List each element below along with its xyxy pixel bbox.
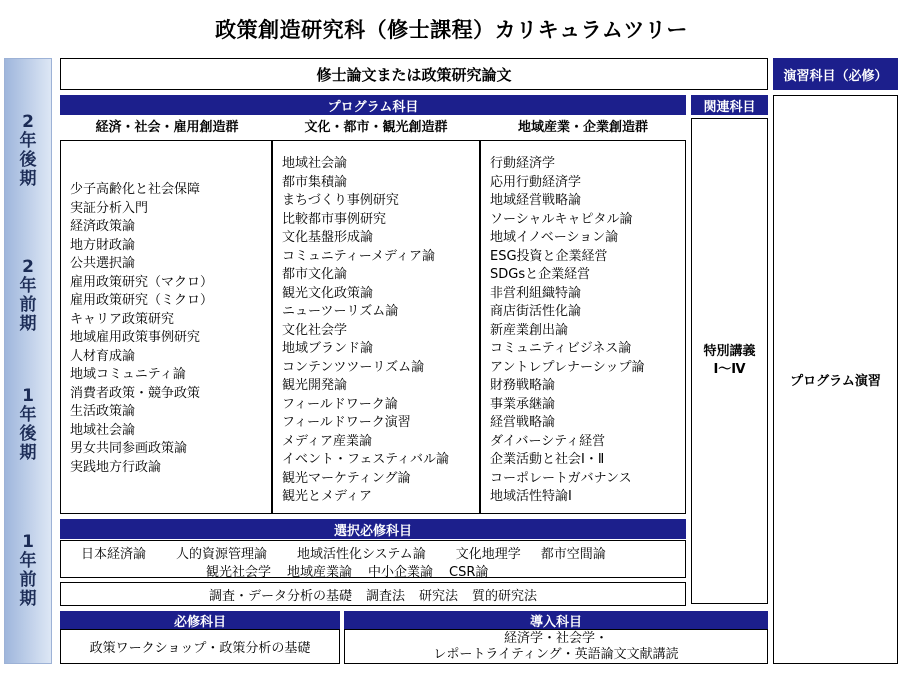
course-item: 雇用政策研究（ミクロ）	[70, 293, 214, 308]
course-item: 非営利組織特論	[490, 285, 582, 301]
course-item: イベント・フェスティバル論	[282, 452, 450, 467]
course-item: 消費者政策・競争政策	[70, 385, 201, 401]
course-item: 観光文化政策論	[282, 285, 374, 301]
related-box	[691, 118, 768, 604]
year-label-1st-first-half: 1 年 前 期	[19, 532, 37, 609]
course-item: 地域経営戦略論	[490, 193, 582, 208]
course-item: 地方財政論	[70, 237, 136, 253]
course-item: 企業活動と社会Ⅰ・Ⅱ	[490, 452, 605, 467]
elective-row-1	[81, 543, 681, 562]
course-item: SDGsと企業経営	[490, 267, 591, 282]
course-item: 経営戦略論	[490, 415, 556, 430]
elective-item: 中小企業論	[368, 565, 434, 580]
course-item: 経済政策論	[70, 219, 136, 234]
course-item: 地域ブランド論	[282, 341, 374, 356]
related-line1: 特別講義	[703, 344, 756, 359]
elective-item: CSR論	[449, 565, 489, 580]
page-title: 政策創造研究科（修士課程）カリキュラムツリー	[215, 18, 688, 42]
elective-item: 都市空間論	[540, 547, 606, 562]
course-item: 比較都市事例研究	[282, 211, 387, 227]
course-item: 行動経済学	[490, 156, 556, 171]
required-box: 政策ワークショップ・政策分析の基礎	[60, 629, 340, 664]
course-item: 事業承継論	[490, 396, 556, 412]
course-item: 文化基盤形成論	[282, 230, 374, 245]
elective-item: 観光社会学	[206, 565, 272, 580]
course-item: 地域活性特論Ⅰ	[490, 489, 572, 504]
elective-item: 文化地理学	[455, 547, 521, 562]
elective-item: 地域活性化システム論	[297, 547, 426, 562]
course-item: ダイバーシティ経営	[490, 433, 606, 449]
course-item: ESG投資と企業経営	[490, 248, 608, 264]
research-methods-box	[60, 582, 686, 606]
year-label-2nd-first-half: 2 年 前 期	[19, 257, 37, 334]
research-method-item: 調査・データ分析の基礎	[208, 588, 352, 604]
course-item: フィールドワーク論	[282, 396, 398, 412]
course-item: 人材育成論	[70, 348, 136, 364]
course-item: 財務戦略論	[490, 378, 556, 393]
column-header-culture: 文化・都市・観光創造群	[304, 120, 448, 135]
course-item: コーポレートガバナンス	[490, 470, 632, 486]
course-item: ソーシャルキャピタル論	[490, 211, 633, 227]
course-item: 実践地方行政論	[70, 459, 162, 475]
intro-box	[344, 629, 768, 664]
elective-item: 人的資源管理論	[176, 547, 268, 562]
course-item: 公共選択論	[70, 256, 136, 271]
course-item: 地域コミュニティ論	[70, 367, 186, 382]
research-method-item: 調査法	[365, 588, 405, 604]
course-item: 生活政策論	[70, 404, 136, 419]
course-item: 雇用政策研究（マクロ）	[70, 274, 214, 290]
program-header: プログラム科目	[60, 95, 686, 115]
course-item: 地域雇用政策事例研究	[70, 330, 201, 345]
course-item: まちづくり事例研究	[282, 193, 399, 208]
course-item: コミュニティビジネス論	[490, 341, 632, 356]
course-item: 応用行動経済学	[490, 174, 582, 190]
course-item: 都市集積論	[282, 174, 348, 190]
course-item: フィールドワーク演習	[282, 415, 411, 430]
course-item: 男女共同参画政策論	[70, 441, 188, 456]
intro-line2: レポートライティング・英語論文文献講読	[433, 646, 679, 662]
intro-line1: 経済学・社会学・	[503, 630, 608, 646]
required-header: 必修科目	[60, 611, 340, 629]
practice-box: プログラム演習	[773, 95, 898, 664]
course-item: 少子高齢化と社会保障	[70, 182, 201, 197]
course-item: 都市文化論	[282, 267, 348, 282]
column-industry	[480, 140, 686, 514]
column-header-industry: 地域産業・企業創造群	[517, 120, 648, 135]
elective-required-box	[60, 540, 686, 578]
thesis-box: 修士論文または政策研究論文	[60, 58, 768, 90]
elective-required-header: 選択必修科目	[60, 519, 686, 539]
course-item: 地域社会論	[282, 156, 348, 171]
elective-item: 日本経済論	[81, 547, 147, 562]
practice-header: 演習科目（必修）	[773, 58, 898, 90]
related-header: 関連科目	[691, 95, 768, 115]
course-item: 商店街活性化論	[490, 304, 582, 319]
column-culture	[272, 140, 480, 514]
course-item: キャリア政策研究	[70, 311, 175, 327]
course-item: 観光マーケティング論	[282, 470, 411, 486]
course-item: 新産業創出論	[490, 322, 569, 338]
course-item: 実証分析入門	[70, 200, 149, 216]
course-item: コミュニティーメディア論	[282, 248, 436, 264]
course-item: ニューツーリズム論	[282, 304, 399, 319]
research-method-item: 研究法	[419, 588, 459, 604]
course-item: 地域イノベーション論	[490, 230, 619, 245]
course-item: 観光とメディア	[282, 489, 372, 504]
course-item: アントレプレナーシップ論	[490, 359, 645, 375]
research-method-item: 質的研究法	[472, 588, 538, 604]
course-item: メディア産業論	[282, 433, 372, 449]
course-item: コンテンツツーリズム論	[282, 359, 425, 375]
course-item: 文化社会学	[282, 322, 348, 338]
year-label-2nd-second-half: 2 年 後 期	[19, 112, 37, 189]
column-economy	[60, 140, 272, 514]
elective-item: 地域産業論	[287, 565, 353, 580]
intro-header: 導入科目	[344, 611, 768, 629]
column-header-economy: 経済・社会・雇用創造群	[95, 120, 239, 135]
course-item: 地域社会論	[70, 422, 136, 438]
year-label-1st-second-half: 1 年 後 期	[19, 386, 37, 463]
course-item: 観光開発論	[282, 378, 348, 393]
elective-row-2	[206, 561, 676, 580]
related-line2: Ⅰ～Ⅳ	[713, 362, 746, 377]
